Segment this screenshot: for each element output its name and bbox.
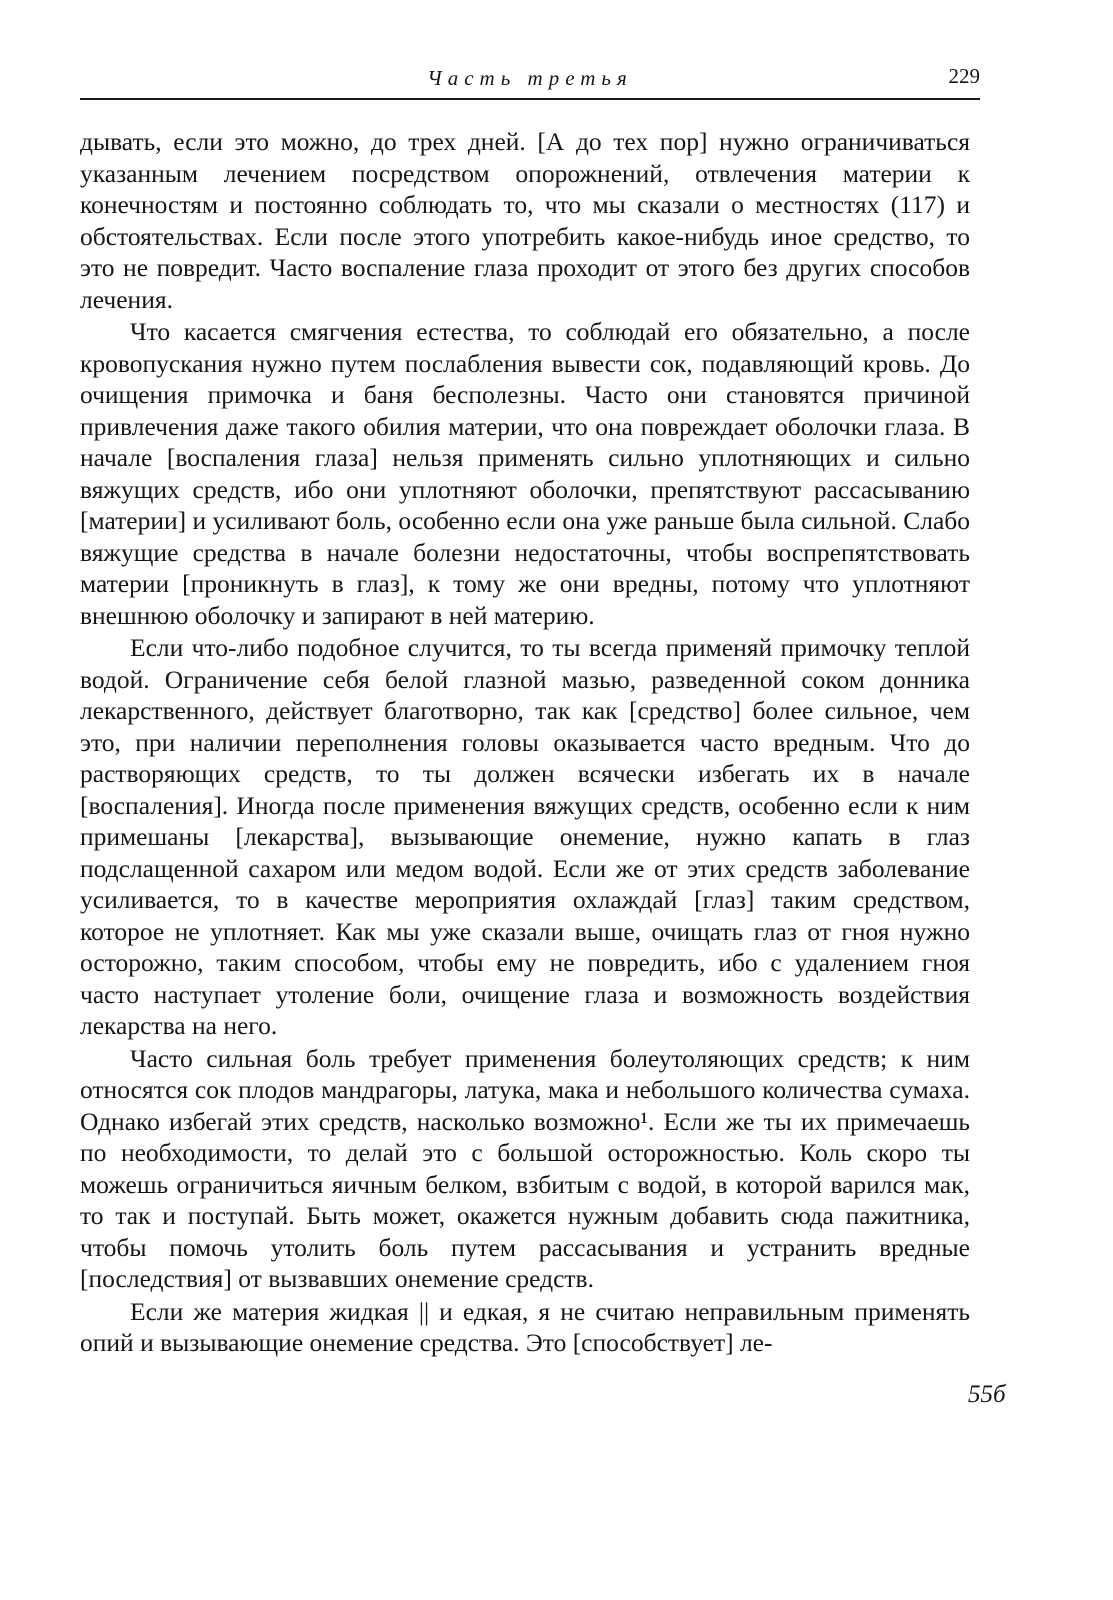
margin-note: 55б bbox=[968, 1381, 1006, 1408]
paragraph-2: Что касается смягчения естества, то соблюдай его обязательно, а после кровопускания нужно путем послабления вывести сок, подавляющий кровь. До очищения примочка и баня бесполезны. Часто они становятся причиной привлечения даже такого обилия материи, что она повреждает оболочки глаза. В начале [воспаления глаза] нельзя применять сильно уплотняющих и сильно вяжущих средств, ибо они уплотняют оболочки, препятствуют рассасыванию [материи] и усиливают боль, особенно если она уже раньше была сильной. Слабо вяжущие средства в начале болезни недостаточны, чтобы воспрепятствовать материи [проникнуть в глаз], к тому же они вредны, потому что уплотняют внешнюю оболочку и запирают в ней материю. bbox=[80, 317, 970, 630]
book-page bbox=[80, 0, 980, 1600]
paragraph-4: Часто сильная боль требует применения болеутоляющих средств; к ним относятся сок плодов мандрагоры, латука, мака и небольшого количества сумаха. Однако избегай этих средств, насколько возможно¹. Если же ты их примечаешь по необходимости, то делай это с большой осторожностью. Коль скоро ты можешь ограничиться яичным белком, взбитым с водой, в которой варился мак, то так и поступай. Быть может, окажется нужным добавить сюда пажитника, чтобы помочь утолить боль путем рассасывания и устранить вредные [последствия] от вызвавших онемение средств. bbox=[80, 1043, 970, 1293]
paragraph-1: дывать, если это можно, до трех дней. [А до тех пор] нужно ограничиваться указанным лечением посредством опорожнений, отвлечения материи к конечностям и постоянно соблюдать то, что мы сказали о местностях (117) и обстоятельствах. Если после этого употребить какое-нибудь иное средство, то это не повредит. Часто воспаление глаза проходит от этого без других способов лечения. bbox=[80, 127, 970, 314]
header-rule bbox=[80, 98, 980, 100]
body-text bbox=[80, 126, 970, 1359]
paragraph-3: Если что-либо подобное случится, то ты всегда применяй примочку теплой водой. Ограничение себя белой глазной мазью, разведенной соком донника лекарственного, действует благотворно, так как [средство] более сильное, чем это, при наличии переполнения головы оказывается часто вредным. Что до растворяющих средств, то ты должен всячески избегать их в начале [воспаления]. Иногда после применения вяжущих средств, особенно если к ним примешаны [лекарства], вызывающие онемение, нужно капать в глаз подслащенной сахаром или медом водой. Если же от этих средств заболевание усиливается, то в качестве мероприятия охлаждай [глаз] таким средством, которое не уплотняет. Как мы уже сказали выше, очищать глаз от гноя нужно осторожно, таким способом, чтобы ему не повредить, ибо с удалением гноя часто наступает утоление боли, очищение глаза и возможность воздействия лекарства на него. bbox=[80, 633, 970, 1040]
running-head bbox=[80, 62, 980, 96]
page-number: 229 bbox=[948, 64, 980, 88]
running-title: Часть третья bbox=[427, 66, 633, 90]
paragraph-5: Если же материя жидкая || и едкая, я не считаю неправильным применять опий и вызывающие онемение средства. Это [способствует] ле- bbox=[80, 1296, 970, 1357]
